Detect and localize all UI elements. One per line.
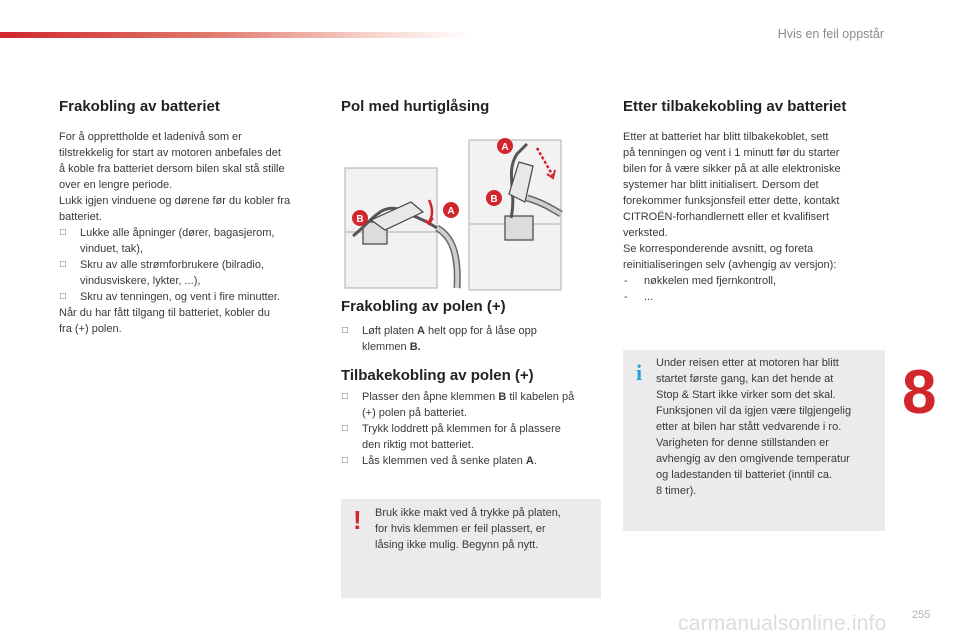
text-line: på tenningen og vent i 1 minutt før du starter (623, 147, 840, 159)
page-number: 255 (912, 609, 931, 621)
text-line: fra (+) polen. (59, 323, 122, 335)
text-line: og ladestanden til batteriet (inntil ca. (656, 469, 833, 481)
list-item (341, 453, 605, 469)
text-line: Funksjonen vil da igjen være tilgjengelig (656, 405, 852, 417)
checkbox-bullet-icon: □ (342, 423, 349, 434)
after-reconnect-text (623, 129, 888, 305)
text-line: Trykk loddrett på klemmen for å plassere (362, 423, 561, 435)
text-line: avhengig av den omgivende temperatur (656, 453, 850, 465)
text-line: tilstrekkelig for start av motoren anbefales det (59, 147, 281, 159)
svg-text:A: A (447, 206, 455, 217)
text-line: Etter at batteriet har blitt tilbakekoblet, sett (623, 131, 829, 143)
checkbox-bullet-icon: □ (60, 291, 67, 302)
text-line: å koble fra batteriet dersom bilen skal stå stille (59, 163, 285, 175)
svg-text:B: B (356, 214, 364, 225)
text-line: Bruk ikke makt ved å trykke på platen, (375, 507, 561, 519)
text-line: Skru av tenningen, og vent i fire minutter. (80, 291, 280, 303)
text-line: Lukke alle åpninger (dører, bagasjerom, (80, 227, 275, 239)
terminal-locked-drawing (469, 140, 561, 290)
list-item (59, 289, 321, 305)
chapter-number: 8 (902, 358, 937, 427)
list-item (341, 421, 605, 453)
label-b-left (352, 210, 368, 226)
text-line: Løft platen A helt opp for å låse opp (362, 325, 537, 337)
text-line: Under reisen etter at motoren har blitt (656, 357, 839, 369)
checkbox-bullet-icon: □ (60, 227, 67, 238)
warning-exclamation-icon: ! (353, 505, 362, 535)
text-line: låsing ikke mulig. Begynn på nytt. (375, 539, 539, 551)
text-line: forekommer funksjonsfeil etter dette, kontakt (623, 195, 840, 207)
section-title-disconnect-battery: Frakobling av batteriet (59, 98, 220, 115)
battery-terminal-illustration (341, 132, 565, 292)
text-line: CITROËN-forhandlernett eller et kvalifisert (623, 211, 830, 223)
list-item (59, 257, 321, 289)
text-line: Lås klemmen ved å senke platen A. (362, 455, 537, 467)
text-line: Stop & Start ikke virker som det skal. (656, 389, 836, 401)
text-line: reinitialiseringen selv (avhengig av versjon): (623, 259, 837, 271)
text-line: 8 timer). (656, 485, 697, 497)
list-item (623, 273, 888, 289)
text-line: nøkkelen med fjernkontroll, (644, 275, 777, 287)
text-line: vinduet, tak), (80, 243, 143, 255)
checkbox-bullet-icon: □ (342, 325, 349, 336)
text-line: systemer har blitt initialisert. Dersom det (623, 179, 819, 191)
text-line: etter at bilen har stått vedvarende i ro. (656, 421, 842, 433)
text-line: Se korresponderende avsnitt, og foreta (623, 243, 814, 255)
disconnect-battery-text (59, 129, 321, 337)
info-box (623, 350, 885, 531)
text-line: (+) polen på batteriet. (362, 407, 467, 419)
svg-text:B: B (490, 194, 498, 205)
checkbox-bullet-icon: □ (60, 259, 67, 270)
watermark: carmanualsonline.info (678, 612, 887, 635)
text-line: For å opprettholde et ladenivå som er (59, 131, 242, 143)
text-line: for hvis klemmen er feil plassert, er (375, 523, 546, 535)
label-b-right (486, 190, 502, 206)
dash-bullet-icon: - (624, 291, 628, 303)
text-line: over en lengre periode. (59, 179, 173, 191)
text-line: den riktig mot batteriet. (362, 439, 474, 451)
list-item (341, 323, 605, 355)
text-line: verksted. (623, 227, 668, 239)
text-line: ... (644, 291, 654, 303)
section-title-reconnect-terminal: Tilbakekobling av polen (+) (341, 367, 534, 384)
checkbox-bullet-icon: □ (342, 391, 349, 402)
text-line: Varigheten for denne stillstanden er (656, 437, 829, 449)
text-line: Skru av alle strømforbrukere (bilradio, (80, 259, 265, 271)
disconnect-terminal-text (341, 323, 605, 355)
checkbox-bullet-icon: □ (342, 455, 349, 466)
warning-text (375, 505, 593, 553)
text-line: Plasser den åpne klemmen B til kabelen på (362, 391, 575, 403)
section-title-disconnect-terminal: Frakobling av polen (+) (341, 298, 506, 315)
dash-bullet-icon: - (624, 275, 628, 287)
info-i-icon: i (636, 360, 643, 385)
label-a-right (497, 138, 513, 154)
text-line: Lukk igjen vinduene og dørene før du kobler fra (59, 195, 291, 207)
text-line: startet første gang, kan det hende at (656, 373, 834, 385)
text-line: bilen for å være sikker på at alle elektroniske (623, 163, 841, 175)
list-item (623, 289, 888, 305)
section-title-quick-release: Pol med hurtiglåsing (341, 98, 490, 115)
chapter-header-title: Hvis en feil oppstår (777, 27, 884, 41)
info-text (656, 355, 882, 499)
warning-box (341, 499, 601, 598)
section-title-after-reconnect: Etter tilbakekobling av batteriet (623, 98, 847, 115)
text-line: Når du har fått tilgang til batteriet, kobler du (59, 307, 270, 319)
label-a-left (443, 202, 459, 218)
header-accent-bar (0, 32, 470, 38)
text-line: vindusviskere, lykter, ...), (80, 275, 201, 287)
svg-text:A: A (501, 142, 509, 153)
list-item (341, 389, 605, 421)
list-item (59, 225, 321, 257)
text-line: batteriet. (59, 211, 102, 223)
reconnect-terminal-text (341, 389, 605, 469)
text-line: klemmen B. (362, 341, 421, 353)
